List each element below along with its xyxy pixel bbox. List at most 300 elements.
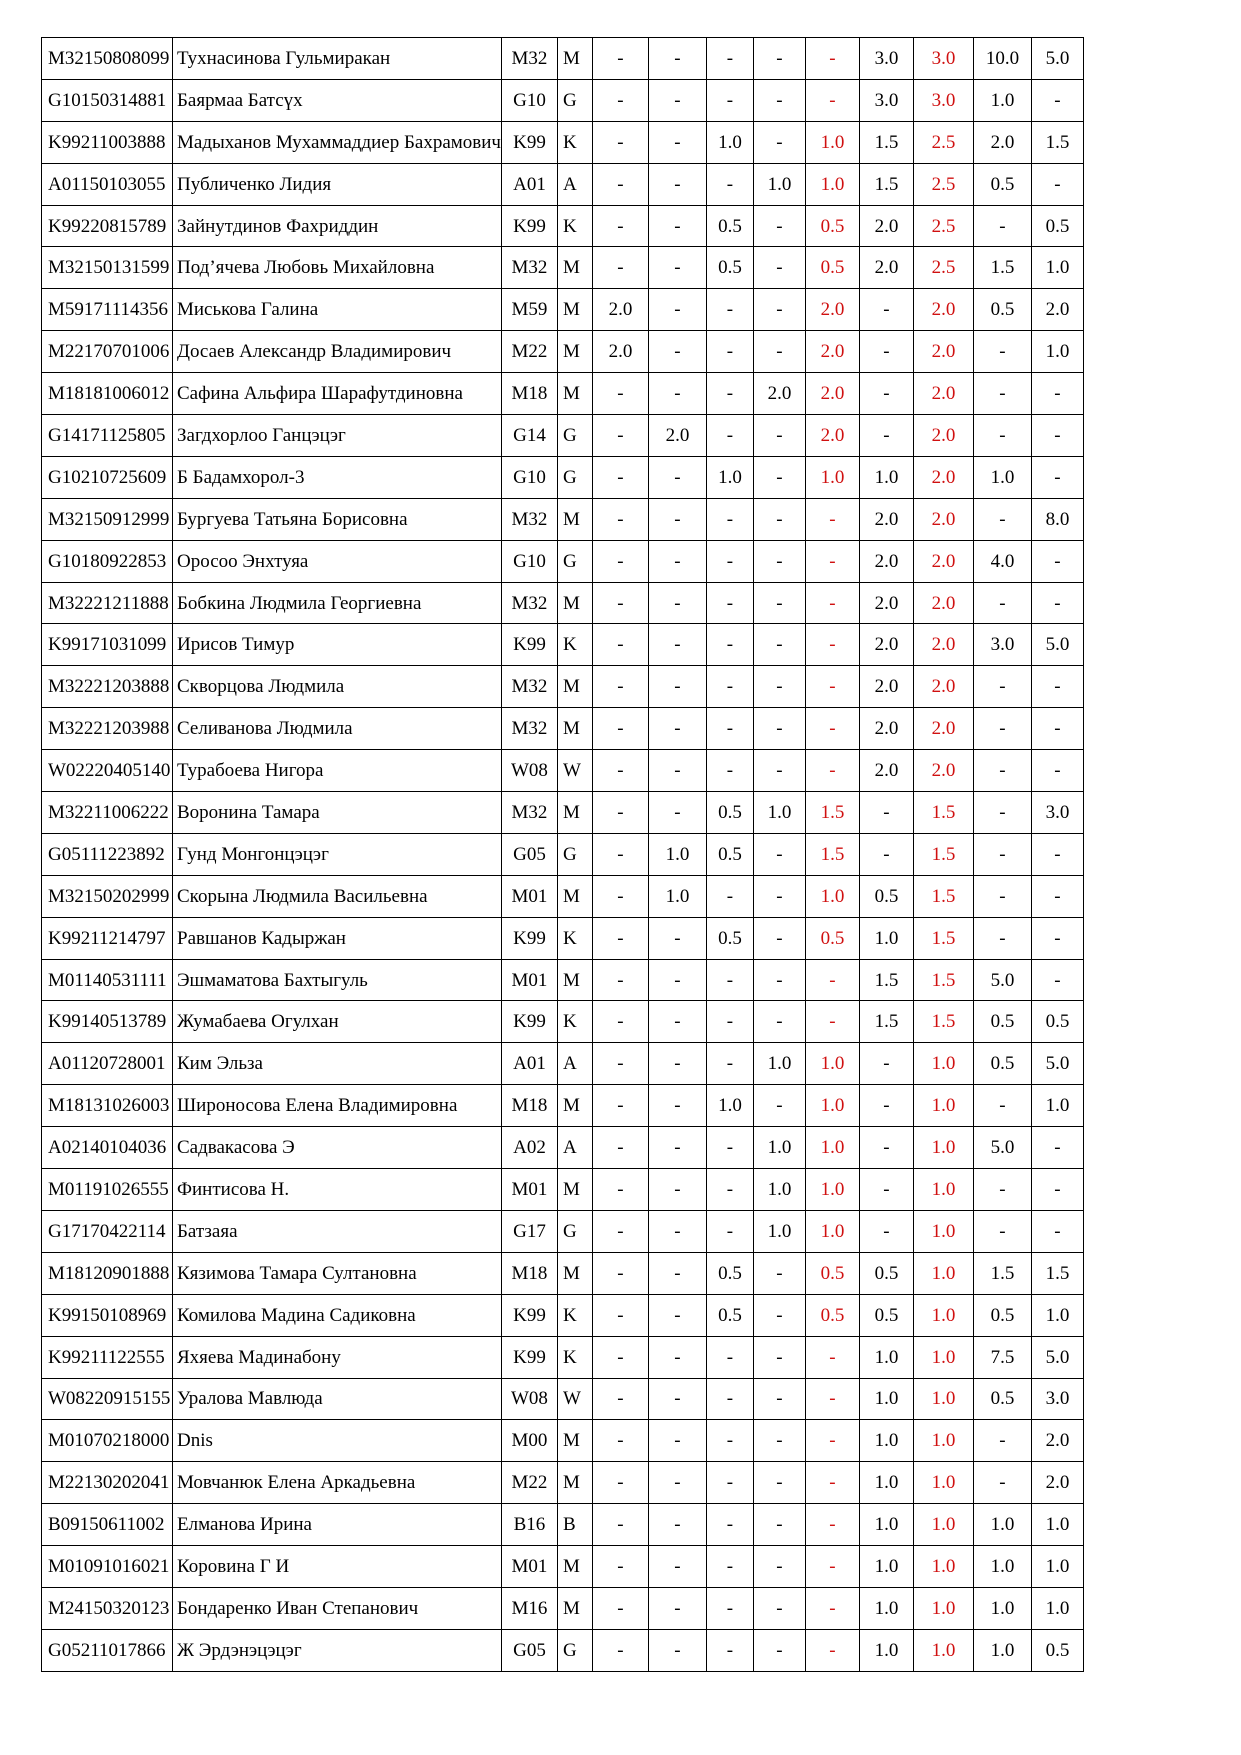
col-d-cell: -	[753, 331, 805, 373]
member-name-cell: Мадыханов Мухаммаддиер Бахрамович	[173, 121, 502, 163]
member-id-cell: K99220815789	[42, 205, 173, 247]
col-c-cell: 0.5	[706, 1294, 753, 1336]
col-e-cell: 2.0	[859, 498, 913, 540]
total-cell: 2.0	[913, 540, 973, 582]
group-code-cell: M18	[501, 373, 557, 415]
table-row	[42, 38, 1084, 80]
member-name-cell: Скворцова Людмила	[173, 666, 502, 708]
col-e-cell: 1.0	[859, 1546, 913, 1588]
col-f-cell: 3.0	[973, 624, 1031, 666]
member-id-cell: M22170701006	[42, 331, 173, 373]
col-a-cell: -	[592, 917, 648, 959]
col-g-cell: 1.5	[1031, 1252, 1083, 1294]
subtotal-cell: 1.0	[805, 163, 859, 205]
col-a-cell: -	[592, 750, 648, 792]
col-b-cell: -	[648, 331, 706, 373]
col-f-cell: 10.0	[973, 38, 1031, 80]
col-b-cell: -	[648, 666, 706, 708]
member-id-cell: M32211006222	[42, 792, 173, 834]
total-cell: 1.5	[913, 833, 973, 875]
col-d-cell: 1.0	[753, 792, 805, 834]
group-code-cell: M00	[501, 1420, 557, 1462]
col-f-cell: -	[973, 1169, 1031, 1211]
member-name-cell: Тухнасинова Гульмиракан	[173, 38, 502, 80]
group-letter-cell: K	[557, 1294, 592, 1336]
subtotal-cell: -	[805, 1504, 859, 1546]
group-code-cell: G10	[501, 79, 557, 121]
col-c-cell: -	[706, 1462, 753, 1504]
col-g-cell: -	[1031, 415, 1083, 457]
col-e-cell: 2.0	[859, 247, 913, 289]
group-code-cell: A02	[501, 1127, 557, 1169]
member-name-cell: Селиванова Людмила	[173, 708, 502, 750]
col-f-cell: -	[973, 415, 1031, 457]
subtotal-cell: 1.0	[805, 121, 859, 163]
col-e-cell: 1.0	[859, 1504, 913, 1546]
col-a-cell: -	[592, 708, 648, 750]
table-row	[42, 205, 1084, 247]
group-code-cell: A01	[501, 163, 557, 205]
col-a-cell: -	[592, 498, 648, 540]
col-a-cell: -	[592, 1504, 648, 1546]
group-letter-cell: W	[557, 1378, 592, 1420]
col-e-cell: 1.0	[859, 1629, 913, 1671]
total-cell: 2.0	[913, 289, 973, 331]
subtotal-cell: 0.5	[805, 1252, 859, 1294]
member-name-cell: Dnis	[173, 1420, 502, 1462]
col-f-cell: -	[973, 331, 1031, 373]
member-id-cell: G10180922853	[42, 540, 173, 582]
col-f-cell: 7.5	[973, 1336, 1031, 1378]
col-g-cell: -	[1031, 540, 1083, 582]
group-letter-cell: W	[557, 750, 592, 792]
col-b-cell: -	[648, 38, 706, 80]
col-b-cell: -	[648, 1169, 706, 1211]
col-f-cell: -	[973, 1085, 1031, 1127]
col-b-cell: -	[648, 373, 706, 415]
col-f-cell: 1.0	[973, 79, 1031, 121]
member-id-cell: M01140531111	[42, 959, 173, 1001]
col-d-cell: -	[753, 1420, 805, 1462]
group-letter-cell: M	[557, 1462, 592, 1504]
member-name-cell: Яхяева Мадинабону	[173, 1336, 502, 1378]
col-c-cell: 1.0	[706, 121, 753, 163]
col-g-cell: 5.0	[1031, 1336, 1083, 1378]
col-d-cell: -	[753, 1085, 805, 1127]
col-b-cell: -	[648, 708, 706, 750]
col-b-cell: -	[648, 1043, 706, 1085]
col-b-cell: -	[648, 456, 706, 498]
col-f-cell: -	[973, 666, 1031, 708]
col-e-cell: 2.0	[859, 750, 913, 792]
col-a-cell: -	[592, 121, 648, 163]
col-g-cell: 1.5	[1031, 121, 1083, 163]
col-a-cell: -	[592, 1294, 648, 1336]
table-row	[42, 1043, 1084, 1085]
group-code-cell: M32	[501, 247, 557, 289]
results-table	[41, 37, 1084, 1672]
table-row	[42, 959, 1084, 1001]
table-row	[42, 1587, 1084, 1629]
col-f-cell: -	[973, 582, 1031, 624]
col-d-cell: -	[753, 582, 805, 624]
col-d-cell: 1.0	[753, 1169, 805, 1211]
col-f-cell: -	[973, 792, 1031, 834]
col-b-cell: -	[648, 1546, 706, 1588]
member-id-cell: W02220405140	[42, 750, 173, 792]
total-cell: 2.0	[913, 331, 973, 373]
total-cell: 3.0	[913, 38, 973, 80]
group-code-cell: M18	[501, 1085, 557, 1127]
col-g-cell: 2.0	[1031, 1462, 1083, 1504]
col-e-cell: 2.0	[859, 666, 913, 708]
col-g-cell: -	[1031, 163, 1083, 205]
subtotal-cell: -	[805, 540, 859, 582]
col-e-cell: 1.0	[859, 917, 913, 959]
col-g-cell: 1.0	[1031, 1587, 1083, 1629]
group-letter-cell: M	[557, 331, 592, 373]
group-letter-cell: M	[557, 666, 592, 708]
col-f-cell: -	[973, 498, 1031, 540]
group-code-cell: M22	[501, 1462, 557, 1504]
col-c-cell: -	[706, 373, 753, 415]
total-cell: 1.5	[913, 959, 973, 1001]
group-code-cell: B16	[501, 1504, 557, 1546]
subtotal-cell: -	[805, 624, 859, 666]
group-code-cell: M18	[501, 1252, 557, 1294]
member-id-cell: M32221203888	[42, 666, 173, 708]
col-g-cell: 2.0	[1031, 1420, 1083, 1462]
col-g-cell: -	[1031, 582, 1083, 624]
col-d-cell: -	[753, 79, 805, 121]
member-id-cell: G17170422114	[42, 1210, 173, 1252]
col-d-cell: -	[753, 415, 805, 457]
col-d-cell: -	[753, 917, 805, 959]
col-a-cell: -	[592, 1420, 648, 1462]
total-cell: 1.5	[913, 792, 973, 834]
subtotal-cell: 0.5	[805, 917, 859, 959]
col-b-cell: -	[648, 540, 706, 582]
col-f-cell: 0.5	[973, 1001, 1031, 1043]
col-a-cell: -	[592, 1001, 648, 1043]
table-row	[42, 833, 1084, 875]
col-e-cell: 1.0	[859, 1420, 913, 1462]
col-a-cell: -	[592, 1546, 648, 1588]
col-g-cell: -	[1031, 79, 1083, 121]
total-cell: 1.5	[913, 875, 973, 917]
col-g-cell: 5.0	[1031, 1043, 1083, 1085]
subtotal-cell: 1.0	[805, 875, 859, 917]
group-letter-cell: K	[557, 1336, 592, 1378]
subtotal-cell: 1.0	[805, 1127, 859, 1169]
col-f-cell: -	[973, 373, 1031, 415]
col-b-cell: -	[648, 289, 706, 331]
member-id-cell: M24150320123	[42, 1587, 173, 1629]
col-g-cell: 1.0	[1031, 1294, 1083, 1336]
subtotal-cell: 1.0	[805, 456, 859, 498]
group-letter-cell: A	[557, 1127, 592, 1169]
table-row	[42, 750, 1084, 792]
member-id-cell: M32150912999	[42, 498, 173, 540]
col-g-cell: -	[1031, 875, 1083, 917]
member-id-cell: K99171031099	[42, 624, 173, 666]
col-b-cell: -	[648, 205, 706, 247]
member-id-cell: G05111223892	[42, 833, 173, 875]
col-c-cell: -	[706, 289, 753, 331]
col-f-cell: 0.5	[973, 163, 1031, 205]
col-f-cell: -	[973, 1210, 1031, 1252]
col-b-cell: -	[648, 1294, 706, 1336]
member-name-cell: Елманова Ирина	[173, 1504, 502, 1546]
table-row	[42, 1210, 1084, 1252]
col-c-cell: -	[706, 1504, 753, 1546]
col-a-cell: -	[592, 1629, 648, 1671]
col-g-cell: -	[1031, 750, 1083, 792]
group-code-cell: G10	[501, 540, 557, 582]
member-id-cell: M18181006012	[42, 373, 173, 415]
group-letter-cell: K	[557, 917, 592, 959]
col-d-cell: -	[753, 540, 805, 582]
col-e-cell: 3.0	[859, 79, 913, 121]
member-name-cell: Мовчанюк Елена Аркадьевна	[173, 1462, 502, 1504]
col-e-cell: 2.0	[859, 708, 913, 750]
member-name-cell: Эшмаматова Бахтыгуль	[173, 959, 502, 1001]
member-name-cell: Сафина Альфира Шарафутдиновна	[173, 373, 502, 415]
col-e-cell: -	[859, 1169, 913, 1211]
total-cell: 1.0	[913, 1127, 973, 1169]
col-c-cell: 0.5	[706, 1252, 753, 1294]
group-letter-cell: M	[557, 1420, 592, 1462]
total-cell: 1.0	[913, 1420, 973, 1462]
subtotal-cell: -	[805, 498, 859, 540]
col-a-cell: -	[592, 540, 648, 582]
member-name-cell: Уралова Мавлюда	[173, 1378, 502, 1420]
col-f-cell: 1.0	[973, 1587, 1031, 1629]
col-g-cell: -	[1031, 456, 1083, 498]
subtotal-cell: 1.0	[805, 1085, 859, 1127]
col-b-cell: -	[648, 1420, 706, 1462]
col-b-cell: -	[648, 1587, 706, 1629]
subtotal-cell: 0.5	[805, 205, 859, 247]
group-code-cell: M32	[501, 582, 557, 624]
col-d-cell: -	[753, 1294, 805, 1336]
total-cell: 1.0	[913, 1252, 973, 1294]
col-b-cell: -	[648, 1252, 706, 1294]
table-row	[42, 289, 1084, 331]
col-a-cell: -	[592, 792, 648, 834]
total-cell: 1.0	[913, 1546, 973, 1588]
subtotal-cell: -	[805, 38, 859, 80]
member-id-cell: B09150611002	[42, 1504, 173, 1546]
col-g-cell: 1.0	[1031, 1504, 1083, 1546]
col-b-cell: -	[648, 750, 706, 792]
col-a-cell: -	[592, 959, 648, 1001]
col-c-cell: -	[706, 331, 753, 373]
col-a-cell: -	[592, 582, 648, 624]
group-code-cell: M32	[501, 708, 557, 750]
col-c-cell: -	[706, 1169, 753, 1211]
col-g-cell: 1.0	[1031, 1085, 1083, 1127]
group-code-cell: K99	[501, 121, 557, 163]
col-a-cell: -	[592, 1336, 648, 1378]
col-c-cell: 1.0	[706, 456, 753, 498]
table-row	[42, 498, 1084, 540]
member-id-cell: M32150131599	[42, 247, 173, 289]
member-name-cell: Бобкина Людмила Георгиевна	[173, 582, 502, 624]
subtotal-cell: -	[805, 750, 859, 792]
col-a-cell: -	[592, 38, 648, 80]
subtotal-cell: -	[805, 1420, 859, 1462]
total-cell: 1.0	[913, 1587, 973, 1629]
col-b-cell: 2.0	[648, 415, 706, 457]
col-b-cell: -	[648, 582, 706, 624]
col-c-cell: -	[706, 79, 753, 121]
subtotal-cell: 2.0	[805, 289, 859, 331]
table-row	[42, 247, 1084, 289]
col-a-cell: -	[592, 1462, 648, 1504]
col-c-cell: 0.5	[706, 833, 753, 875]
group-code-cell: G17	[501, 1210, 557, 1252]
col-c-cell: -	[706, 1127, 753, 1169]
col-g-cell: -	[1031, 708, 1083, 750]
group-code-cell: G10	[501, 456, 557, 498]
col-b-cell: -	[648, 1462, 706, 1504]
table-row	[42, 1001, 1084, 1043]
col-g-cell: -	[1031, 1169, 1083, 1211]
col-e-cell: 0.5	[859, 875, 913, 917]
subtotal-cell: 1.0	[805, 1169, 859, 1211]
group-code-cell: M22	[501, 331, 557, 373]
group-letter-cell: M	[557, 1085, 592, 1127]
member-name-cell: Комилова Мадина Садиковна	[173, 1294, 502, 1336]
table-row	[42, 1462, 1084, 1504]
col-d-cell: 1.0	[753, 163, 805, 205]
subtotal-cell: -	[805, 79, 859, 121]
col-e-cell: -	[859, 373, 913, 415]
col-b-cell: -	[648, 624, 706, 666]
total-cell: 1.0	[913, 1629, 973, 1671]
member-name-cell: Скорына Людмила Васильевна	[173, 875, 502, 917]
col-c-cell: 1.0	[706, 1085, 753, 1127]
group-letter-cell: M	[557, 1587, 592, 1629]
col-c-cell: -	[706, 959, 753, 1001]
table-row	[42, 1420, 1084, 1462]
col-f-cell: 5.0	[973, 1127, 1031, 1169]
subtotal-cell: -	[805, 1629, 859, 1671]
subtotal-cell: 0.5	[805, 247, 859, 289]
group-letter-cell: K	[557, 121, 592, 163]
col-c-cell: -	[706, 1420, 753, 1462]
group-letter-cell: M	[557, 247, 592, 289]
col-a-cell: -	[592, 666, 648, 708]
col-g-cell: 5.0	[1031, 624, 1083, 666]
col-d-cell: -	[753, 289, 805, 331]
col-f-cell: 1.0	[973, 1504, 1031, 1546]
group-letter-cell: G	[557, 415, 592, 457]
member-name-cell: Ирисов Тимур	[173, 624, 502, 666]
table-row	[42, 1336, 1084, 1378]
total-cell: 1.0	[913, 1462, 973, 1504]
col-d-cell: -	[753, 247, 805, 289]
table-row	[42, 666, 1084, 708]
member-name-cell: Оросоо Энхтуяа	[173, 540, 502, 582]
col-e-cell: 1.0	[859, 456, 913, 498]
member-name-cell: Миськова Галина	[173, 289, 502, 331]
col-e-cell: 1.5	[859, 959, 913, 1001]
table-row	[42, 1378, 1084, 1420]
member-name-cell: Турабоева Нигора	[173, 750, 502, 792]
col-a-cell: -	[592, 624, 648, 666]
col-f-cell: -	[973, 750, 1031, 792]
col-b-cell: -	[648, 121, 706, 163]
col-b-cell: -	[648, 1504, 706, 1546]
col-d-cell: -	[753, 1001, 805, 1043]
subtotal-cell: -	[805, 708, 859, 750]
table-row	[42, 917, 1084, 959]
subtotal-cell: 0.5	[805, 1294, 859, 1336]
col-e-cell: 2.0	[859, 540, 913, 582]
col-c-cell: -	[706, 708, 753, 750]
subtotal-cell: -	[805, 959, 859, 1001]
total-cell: 1.0	[913, 1169, 973, 1211]
group-letter-cell: G	[557, 456, 592, 498]
col-d-cell: 2.0	[753, 373, 805, 415]
col-e-cell: -	[859, 415, 913, 457]
col-f-cell: 5.0	[973, 959, 1031, 1001]
subtotal-cell: -	[805, 1546, 859, 1588]
member-name-cell: Под’ячева Любовь Михайловна	[173, 247, 502, 289]
member-id-cell: A01150103055	[42, 163, 173, 205]
table-row	[42, 331, 1084, 373]
member-id-cell: G10210725609	[42, 456, 173, 498]
group-letter-cell: B	[557, 1504, 592, 1546]
col-d-cell: -	[753, 1252, 805, 1294]
col-d-cell: -	[753, 1629, 805, 1671]
member-name-cell: Равшанов Кадыржан	[173, 917, 502, 959]
col-c-cell: -	[706, 1378, 753, 1420]
col-c-cell: -	[706, 540, 753, 582]
col-e-cell: 1.5	[859, 1001, 913, 1043]
member-id-cell: M32150808099	[42, 38, 173, 80]
col-b-cell: -	[648, 79, 706, 121]
table-row	[42, 1629, 1084, 1671]
group-letter-cell: M	[557, 1169, 592, 1211]
col-f-cell: 1.0	[973, 456, 1031, 498]
subtotal-cell: 1.0	[805, 1043, 859, 1085]
group-code-cell: K99	[501, 1336, 557, 1378]
col-c-cell: -	[706, 624, 753, 666]
table-row	[42, 373, 1084, 415]
col-d-cell: -	[753, 1378, 805, 1420]
table-row	[42, 1546, 1084, 1588]
total-cell: 2.5	[913, 247, 973, 289]
member-id-cell: K99211122555	[42, 1336, 173, 1378]
total-cell: 1.0	[913, 1210, 973, 1252]
member-id-cell: M18120901888	[42, 1252, 173, 1294]
group-code-cell: M01	[501, 1169, 557, 1211]
col-a-cell: -	[592, 1127, 648, 1169]
group-code-cell: K99	[501, 917, 557, 959]
table-row	[42, 624, 1084, 666]
col-g-cell: 3.0	[1031, 792, 1083, 834]
col-f-cell: 1.0	[973, 1629, 1031, 1671]
member-name-cell: Широносова Елена Владимировна	[173, 1085, 502, 1127]
col-e-cell: 1.0	[859, 1378, 913, 1420]
member-id-cell: W08220915155	[42, 1378, 173, 1420]
total-cell: 1.5	[913, 917, 973, 959]
group-letter-cell: A	[557, 1043, 592, 1085]
col-e-cell: -	[859, 1127, 913, 1169]
